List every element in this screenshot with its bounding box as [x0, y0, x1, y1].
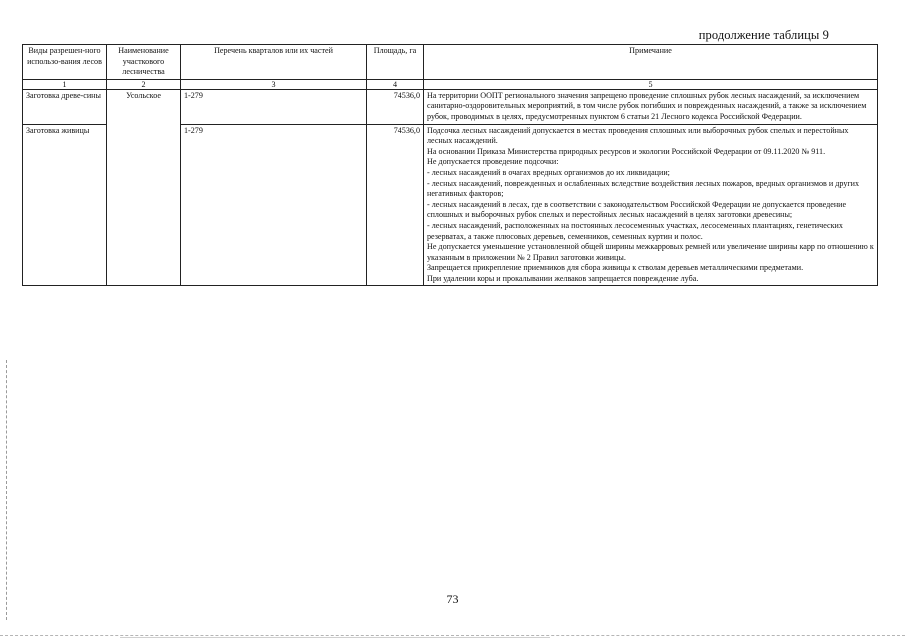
cell-note — [424, 124, 878, 286]
column-number: 4 — [367, 79, 424, 89]
column-number: 5 — [424, 79, 878, 89]
note-list-item: - лесных насаждений в очагах вредных организмов до их ликвидации; — [427, 167, 670, 177]
note-paragraph: Подсочка лесных насаждений допускается в местах проведения сплошных или выборочных рубок спелых и перестойных лесных насаждений. — [427, 125, 849, 146]
scan-edge-bottom — [0, 635, 905, 636]
column-number: 2 — [107, 79, 181, 89]
table-header-row — [23, 45, 878, 80]
note-paragraph: Запрещается прикрепление приемников для сбора живицы к стволам деревьев металлическими предметами. — [427, 263, 804, 273]
column-number-row — [23, 79, 878, 89]
scan-edge-bottom-line — [120, 637, 550, 638]
page-number: 73 — [446, 592, 459, 606]
cell-area: 74536,0 — [367, 89, 424, 124]
note-list-item: - лесных насаждений, поврежденных и ослабленных вследствие воздействия лесных пожаров, вредных организмов и других негативных факторов; — [427, 178, 860, 199]
note-list-item: - лесных насаждений в лесах, где в соответствии с законодательством Российской Федерации не допускается проведение сплошных и выборочных рубок спелых и перестойных лесных насаждений в целях заготовки древесины; — [427, 199, 847, 220]
header-forestry-name: Наименование участкового лесничества — [107, 45, 181, 80]
table-continuation-caption: продолжение таблицы 9 — [698, 28, 829, 42]
header-area: Площадь, га — [367, 45, 424, 80]
header-use-type: Виды разрешен-ного использо-вания лесов — [23, 45, 107, 80]
header-quarters-list: Перечень кварталов или их частей — [181, 45, 367, 80]
scan-edge-left — [6, 360, 7, 620]
cell-use-type: Заготовка древе-сины — [23, 89, 107, 124]
cell-area: 74536,0 — [367, 124, 424, 286]
note-paragraph: Не допускается уменьшение установленной общей ширины межкарровых ремней или увеличение ширины карр по отношению к указанным в приложении № 2 Правил заготовки живицы. — [427, 242, 874, 262]
cell-quarters: 1-279 — [181, 89, 367, 124]
note-paragraph: При удалении коры и прокалывании желваков запрещается повреждение луба. — [427, 273, 699, 283]
cell-use-type: Заготовка живицы — [23, 124, 107, 286]
header-note: Примечание — [424, 45, 878, 80]
note-paragraph: Не допускается проведение подсочки: — [427, 157, 559, 167]
note-list-item: - лесных насаждений, расположенных на постоянных лесосеменных участках, лесосеменных плантациях, генетических резерватах, а также плюсовых деревьев, семенников, семенных куртин и полос. — [427, 220, 843, 241]
forest-use-table — [22, 44, 878, 286]
column-number: 3 — [181, 79, 367, 89]
column-number: 1 — [23, 79, 107, 89]
note-paragraph: На территории ООПТ регионального значения запрещено проведение сплошных рубок лесных насаждений, за исключением санитарно-оздоровительных мероприятий, в том числе рубок погибших и поврежденных насаждений, а также за исключением рубок, проводимых в целях, предусмотренных пунктом 6 статьи 21 Лесного кодекса Российской Федерации. — [427, 90, 867, 121]
cell-note — [424, 89, 878, 124]
cell-quarters: 1-279 — [181, 124, 367, 286]
note-paragraph: На основании Приказа Министерства природных ресурсов и экологии Российской Федерации от 09.11.2020 № 911. — [427, 146, 826, 156]
cell-forestry-name: Усольское — [107, 89, 181, 286]
table-row — [23, 89, 878, 124]
